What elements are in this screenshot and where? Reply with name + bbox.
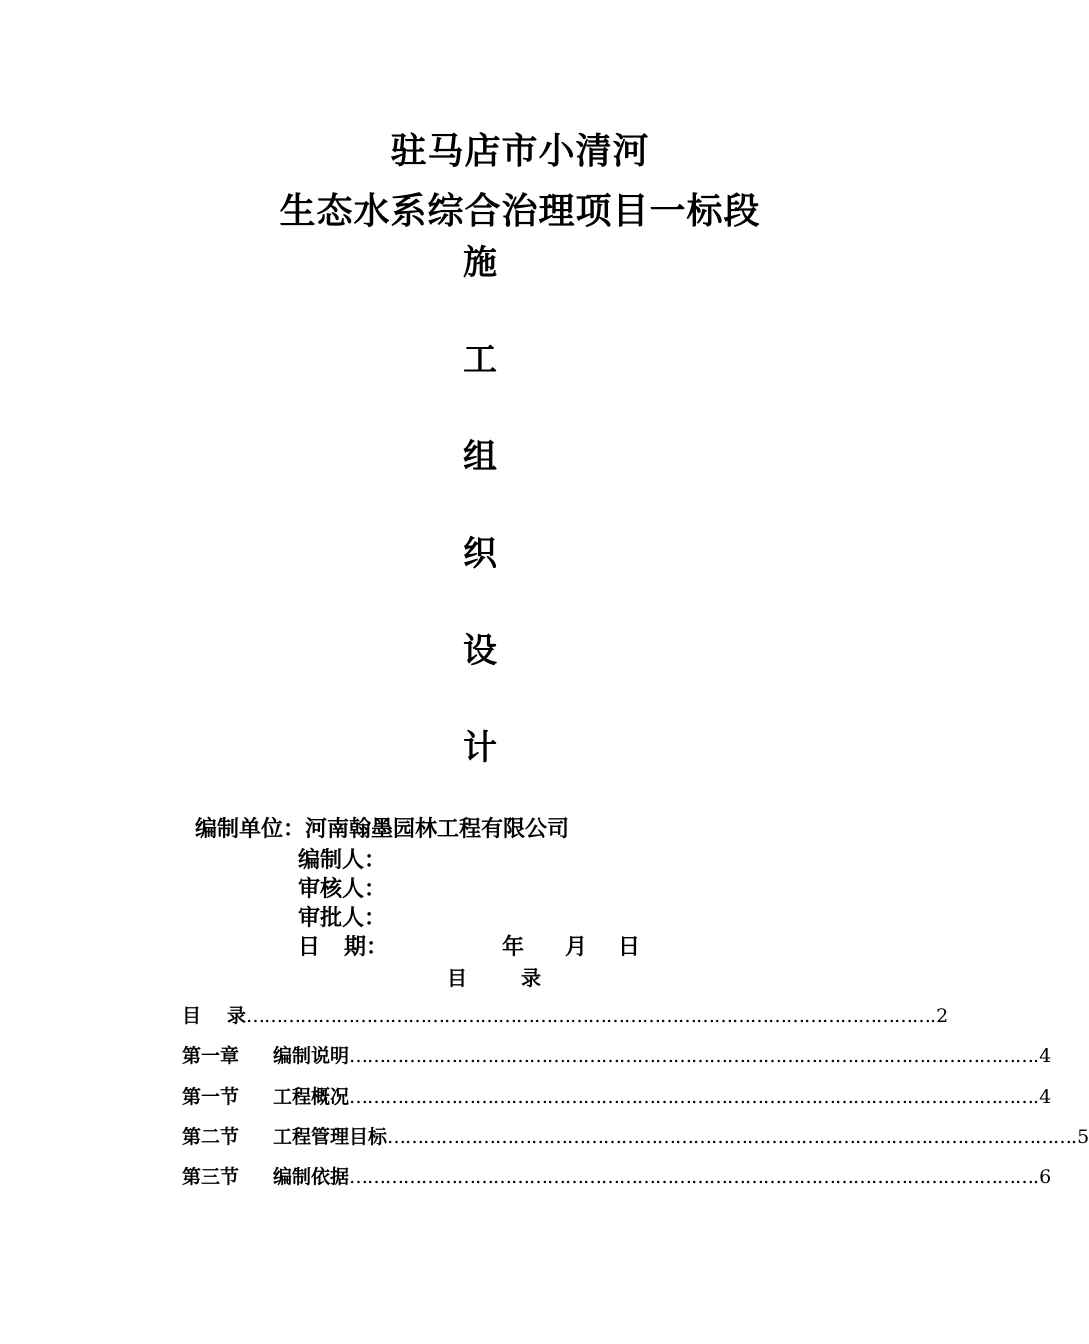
toc-entry-title: 编制说明 xyxy=(273,1045,350,1067)
toc-entry-num: 第三节 xyxy=(182,1166,240,1188)
date-label-b: 期： xyxy=(344,934,389,960)
toc-entry-page: .4 xyxy=(1033,1045,1052,1067)
toc-leader-dots: …………………………………………………………………………………………………… xyxy=(387,1126,1072,1148)
toc-entry-num: 目 xyxy=(182,1005,202,1027)
toc-entry-title: 录 xyxy=(227,1005,247,1027)
vertical-char-4: 织 xyxy=(463,534,497,574)
toc-entry-title: 工程概况 xyxy=(273,1086,350,1108)
toc-entry-num: 第二节 xyxy=(182,1126,240,1148)
org-label: 编制单位： xyxy=(195,816,306,842)
toc-heading-a: 目 xyxy=(447,966,467,990)
toc-leader-dots: …………………………………………………………………………………………………… xyxy=(349,1166,1034,1188)
toc-entry[interactable] xyxy=(182,1043,1052,1069)
toc-entry-num: 第一节 xyxy=(182,1086,240,1108)
toc-leader-dots: …………………………………………………………………………………………………… xyxy=(349,1086,1034,1108)
toc-entry[interactable] xyxy=(182,1124,1089,1150)
toc-entry-page: .6 xyxy=(1033,1166,1052,1188)
title-line-2: 生态水系综合治理项目一标段 xyxy=(279,190,761,232)
toc-entry-page: .2 xyxy=(930,1005,949,1027)
org-value: 河南翰墨园林工程有限公司 xyxy=(305,816,570,842)
toc-heading-b: 录 xyxy=(521,966,541,990)
vertical-char-2: 工 xyxy=(463,340,497,380)
toc-entry-title: 编制依据 xyxy=(273,1166,350,1188)
approver-label: 审批人： xyxy=(298,905,387,931)
title-line-1: 驻马店市小清河 xyxy=(390,130,650,172)
date-label-a: 日 xyxy=(298,934,321,960)
vertical-char-1: 施 xyxy=(463,243,497,283)
toc-entry[interactable] xyxy=(182,1003,949,1029)
vertical-char-5: 设 xyxy=(463,631,497,671)
toc-entry[interactable] xyxy=(182,1164,1052,1190)
toc-leader-dots: …………………………………………………………………………………………………… xyxy=(246,1005,931,1027)
toc-entry-page: .5 xyxy=(1071,1126,1089,1148)
vertical-char-6: 计 xyxy=(463,728,497,768)
reviewer-label: 审核人： xyxy=(298,876,387,902)
author-label: 编制人： xyxy=(298,847,387,873)
toc-entry[interactable] xyxy=(182,1084,1052,1110)
date-day: 日 xyxy=(618,934,641,960)
date-year: 年 xyxy=(502,934,525,960)
toc-entry-page: .4 xyxy=(1033,1086,1052,1108)
toc-entry-title: 工程管理目标 xyxy=(273,1126,388,1148)
toc-leader-dots: …………………………………………………………………………………………………… xyxy=(349,1045,1034,1067)
toc-entry-num: 第一章 xyxy=(182,1045,240,1067)
vertical-char-3: 组 xyxy=(463,437,497,477)
date-month: 月 xyxy=(565,934,588,960)
org-line xyxy=(195,815,569,843)
date-line xyxy=(298,933,388,961)
toc-heading xyxy=(447,962,541,991)
